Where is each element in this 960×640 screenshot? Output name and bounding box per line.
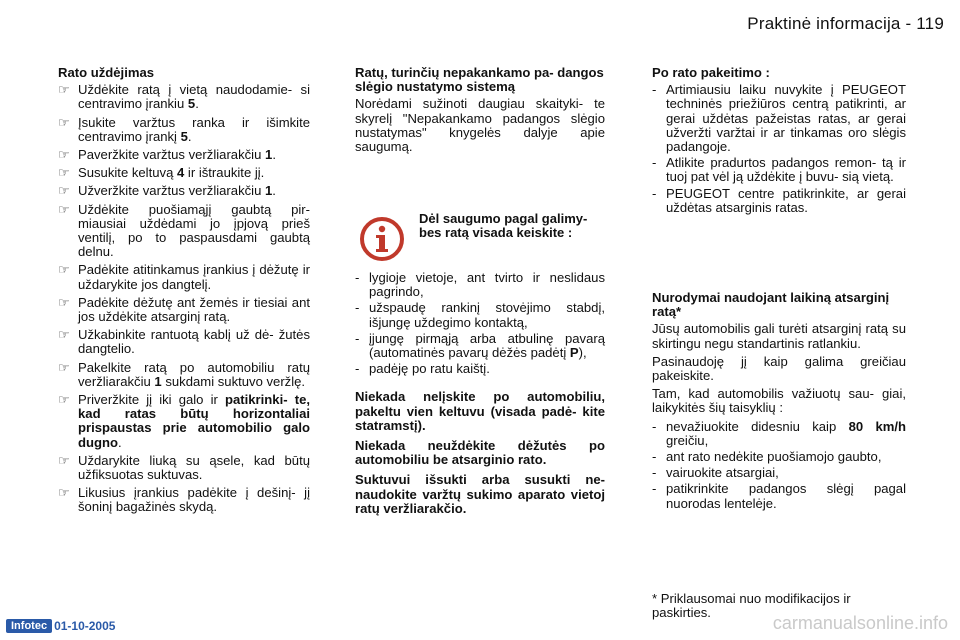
footnote: * Priklausomai nuo modifikacijos ir paskirties. <box>652 591 851 621</box>
list-item: ☞ Padėkite atitinkamus įrankius į dėžutę ir uždarykite jos dangtelį. <box>58 262 310 292</box>
list-item: ☞ Susukite keltuvą 4 ir ištraukite jį. <box>58 165 265 181</box>
safety-rule-paragraph: Niekada nelįskite po automobiliu, pakeltu vien keltuvu (visada padė- kite statramstį). <box>355 389 605 433</box>
safety-rule-paragraph: Suktuvui išsukti arba susukti ne- naudokite varžtų sukimo aparato vietoj ratų veržliarakčio. <box>355 472 605 516</box>
footer-info <box>6 618 115 634</box>
after-change-list <box>652 83 906 215</box>
footer-date: 01-10-2005 <box>54 619 116 633</box>
list-item: ☞ Pakelkite ratą po automobiliu ratų veržliarakčiu 1 sukdami suktuvo veržlę. <box>58 359 310 389</box>
list-item: - nevažiuokite didesniu kaip 80 km/h greičiu, <box>652 418 907 448</box>
list-item: ☞ Uždarykite liuką su ąsele, kad būtų užfiksuotas suktuvas. <box>58 452 310 483</box>
column-tyre-pressure <box>355 66 605 158</box>
spare-paragraph-1: Jūsų automobilis gali turėti atsarginį ratą su skirtingu negu standartinis ratlankiu. <box>652 321 906 351</box>
spare-rules-list <box>652 420 906 511</box>
list-item: - užspaudę rankinį stovėjimo stabdį, išjungę uždegimo kontaktą, <box>355 300 605 330</box>
column-wheel-fitting <box>58 66 310 519</box>
list-item: ☞ Uždėkite puošiamąjį gaubtą pir- miausiai uždėdami jo įpjovą prieš ventilį, po to paspausdami gaubtą delnu. <box>58 201 310 260</box>
safety-conditions-list <box>355 271 605 376</box>
list-item: - įjungę pirmąją arba atbulinę pavarą (automatinės pavarų dėžės padėtį P), <box>355 330 605 361</box>
section-heading-wheel-fitting: Rato uždėjimas <box>58 65 155 80</box>
spare-paragraph-3: Tam, kad automobilis važiuotų sau- giai, laikykitės šių taisyklių : <box>652 386 906 416</box>
column-tyre-pressure-lower <box>355 271 605 522</box>
safety-rules <box>355 390 605 516</box>
list-item: ☞ Užkabinkite rantuotą kablį už dė- žutės dangtelio. <box>58 327 310 357</box>
safety-rule-paragraph: Niekada neuždėkite dėžutės po automobiliu be atsarginio rato. <box>355 438 605 468</box>
page-title: Praktinė informacija - 119 <box>747 14 944 33</box>
column-temporary-spare <box>652 291 906 513</box>
safety-warning-text: Dėl saugumo pagal galimy- bes ratą visada keiskite : <box>419 211 588 240</box>
list-item: - Atlikite pradurtos padangos remon- tą ir tuoj pat vėl ją uždėkite į buvu- sią vietą. <box>652 155 906 185</box>
list-item: ☞ Padėkite dėžutę ant žemės ir tiesiai ant jos uždėkite atsarginį ratą. <box>58 294 310 325</box>
spare-paragraph-2: Pasinaudoję jį kaip galima greičiau pakeiskite. <box>652 353 906 384</box>
wheel-fitting-steps <box>58 83 310 514</box>
info-warning-icon <box>359 216 405 262</box>
watermark: carmanualsonline.info <box>772 613 948 633</box>
infotec-badge: Infotec <box>6 619 52 633</box>
section-heading-tyre-pressure: Ratų, turinčių nepakankamo pa- dangos slėgio nustatymo sistemą <box>355 65 604 95</box>
tyre-pressure-paragraph: Norėdami sužinoti daugiau skaityki- te skyrelį "Nepakankamo padangos slėgio nustatymas" knygelės dalyje apie saugumą. <box>355 96 605 155</box>
list-item: - Artimiausiu laiku nuvykite į PEUGEOT techninės priežiūros centrą patikrinti, ar gerai uždėtas pažeistas ratas, ar gerai užveržti varžtai ir ar tinkamas oro slėgis padangoje. <box>652 82 906 155</box>
list-item: ☞ Likusius įrankius padėkite į dešinį- jį šoninį bagažinės skydą. <box>58 485 310 515</box>
list-item: - lygioje vietoje, ant tvirto ir neslidaus pagrindo, <box>355 270 605 300</box>
list-item: ☞ Įsukite varžtus ranka ir išimkite centravimo įrankį 5. <box>58 114 310 144</box>
list-item: - vairuokite atsargiai, <box>652 465 779 481</box>
list-item: - padėję po ratu kaištį. <box>355 361 490 377</box>
list-item: ☞ Uždėkite ratą į vietą naudodamie- si centravimo įrankiu 5. <box>58 82 310 112</box>
list-item: - patikrinkite padangos slėgį pagal nuorodas lentelėje. <box>652 481 906 511</box>
list-item: ☞ Paveržkite varžtus veržliarakčiu 1. <box>58 147 276 163</box>
section-heading-temporary-spare: Nurodymai naudojant laikiną atsarginį ratą* <box>652 290 890 320</box>
list-item: ☞ Priveržkite jį iki galo ir patikrinki- te, kad ratas būtų horizontaliai prispaustas prie automobilio galo dugno. <box>58 392 310 450</box>
list-item: ☞ Užveržkite varžtus veržliarakčiu 1. <box>58 183 276 199</box>
column-after-change <box>652 66 906 217</box>
list-item: - ant rato nedėkite puošiamojo gaubto, <box>652 449 882 465</box>
list-item: - PEUGEOT centre patikrinkite, ar gerai uždėtas atsarginis ratas. <box>652 185 906 215</box>
safety-warning-box <box>355 210 607 264</box>
section-heading-after-change: Po rato pakeitimo : <box>652 65 770 80</box>
